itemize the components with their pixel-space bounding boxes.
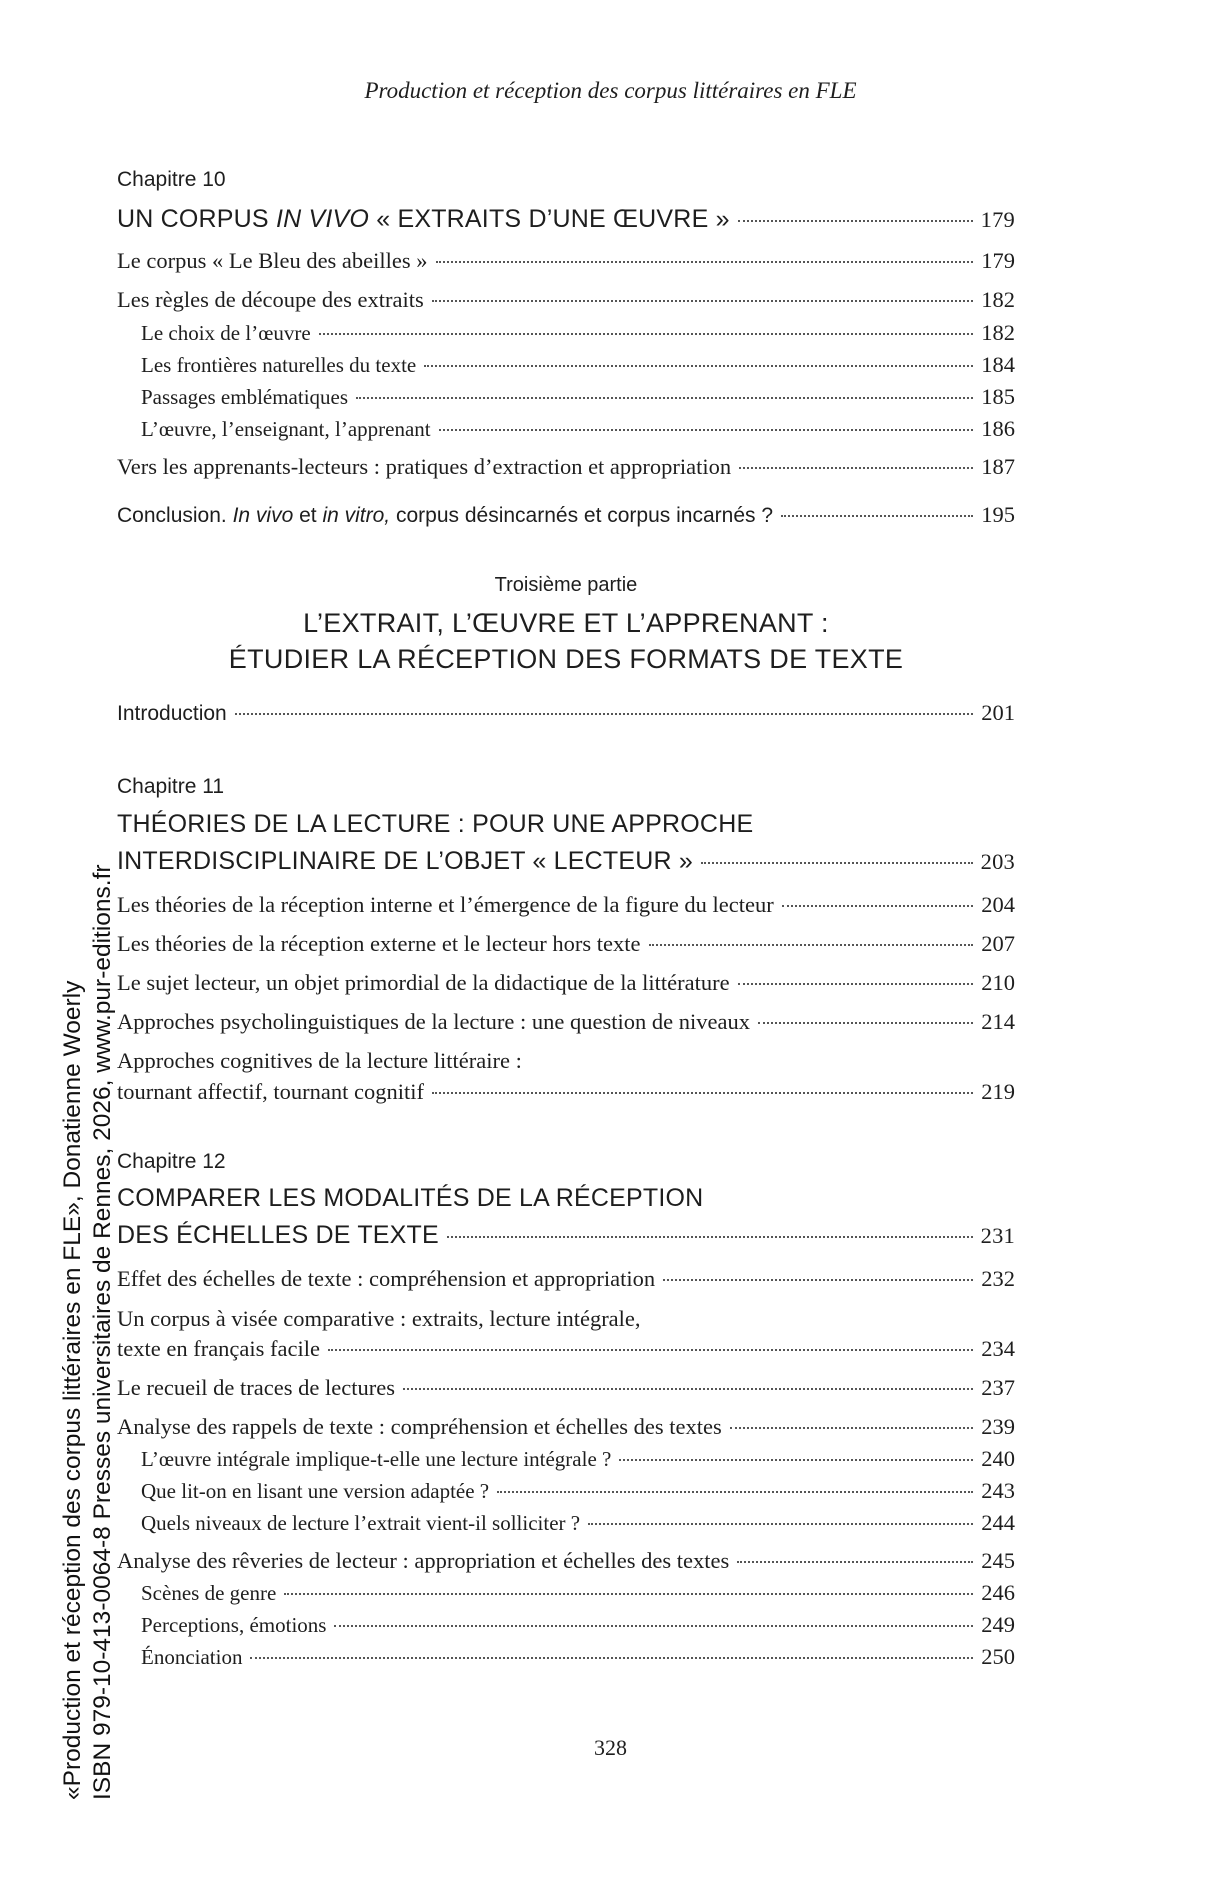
toc-subentry[interactable]: [141, 1642, 1015, 1672]
toc-entry-text: Analyse des rêveries de lecteur : appropriation et échelles des textes: [117, 1548, 730, 1573]
toc-entry-text: Effet des échelles de texte : compréhension et appropriation: [117, 1266, 656, 1291]
toc-subentry[interactable]: [141, 1508, 1015, 1538]
toc-entry-text: texte en français facile: [117, 1336, 320, 1361]
dot-leader: [284, 1592, 973, 1595]
chapter-10-title-row[interactable]: [117, 204, 1015, 235]
page-number-ref: 179: [981, 248, 1015, 273]
dot-leader: [649, 943, 974, 946]
chapter-12-label: Chapitre 12: [117, 1150, 226, 1173]
page-number-ref: 204: [981, 892, 1015, 917]
dot-leader: [436, 260, 973, 263]
toc-entry[interactable]: [117, 968, 1015, 998]
toc-entry-text: Scènes de genre: [141, 1581, 277, 1605]
page-number-ref: 182: [981, 287, 1015, 312]
dot-leader: [663, 1278, 973, 1281]
toc-entry-text: Approches psycholinguistiques de la lecture : une question de niveaux: [117, 1009, 750, 1034]
chapter-12-title-line-2: DES ÉCHELLES DE TEXTE: [117, 1221, 439, 1249]
toc-entry-text: Introduction: [117, 702, 227, 725]
dot-leader: [701, 861, 973, 864]
chapter-10-title: UN CORPUS IN VIVO « EXTRAITS D’UNE ŒUVRE »: [117, 205, 730, 233]
side-credit-line-1: «Production et réception des corpus littéraires en FLE», Donatienne Woerly: [59, 980, 86, 1800]
page-number-ref: 207: [981, 931, 1015, 956]
toc-subentry[interactable]: [141, 414, 1015, 444]
page-number-ref: 239: [981, 1414, 1015, 1439]
toc-entry-text: Les théories de la réception interne et l’émergence de la figure du lecteur: [117, 892, 774, 917]
chapter-11-label: Chapitre 11: [117, 775, 225, 798]
toc-entry[interactable]: [117, 1412, 1015, 1442]
toc-entry-text: Les frontières naturelles du texte: [141, 353, 417, 377]
toc-entry-text: L’œuvre, l’enseignant, l’apprenant: [141, 417, 431, 441]
page-number-ref: 244: [981, 1510, 1015, 1535]
toc-subentry[interactable]: [141, 350, 1015, 380]
page-number-ref: 232: [981, 1266, 1015, 1291]
toc-entry-text: L’œuvre intégrale implique-t-elle une lecture intégrale ?: [141, 1447, 612, 1471]
page-number-ref: 231: [980, 1223, 1015, 1248]
toc-entry-text: Le choix de l’œuvre: [141, 321, 311, 345]
page-number-ref: 234: [981, 1336, 1015, 1361]
conclusion-entry[interactable]: [117, 500, 1015, 531]
dot-leader: [497, 1490, 973, 1493]
toc-entry-text: Perceptions, émotions: [141, 1613, 327, 1637]
dot-leader: [432, 1091, 973, 1094]
toc-entry[interactable]: [117, 246, 1015, 276]
chapter-12-title-row[interactable]: [117, 1220, 1015, 1251]
chapter-11-title-line-1: THÉORIES DE LA LECTURE : POUR UNE APPROCHE: [117, 810, 754, 838]
toc-entry-text: Conclusion. In vivo et in vitro, corpus désincarnés et corpus incarnés ?: [117, 504, 774, 527]
side-credit-line-2: ISBN 979-10-413-0064-8 Presses universitaires de Rennes, 2026, www.pur-editions.fr: [89, 864, 116, 1800]
dot-leader: [782, 904, 973, 907]
dot-leader: [738, 982, 973, 985]
toc-entry-text: Que lit-on en lisant une version adaptée ?: [141, 1479, 490, 1503]
running-head: Production et réception des corpus littéraires en FLE: [364, 78, 857, 103]
dot-leader: [758, 1021, 973, 1024]
dot-leader: [328, 1348, 973, 1351]
page-number-ref: 214: [981, 1009, 1015, 1034]
dot-leader: [235, 712, 973, 715]
page-number-ref: 195: [981, 502, 1015, 527]
toc-entry[interactable]: [117, 452, 1015, 482]
toc-entry-text: Le recueil de traces de lectures: [117, 1375, 395, 1400]
dot-leader: [432, 299, 973, 302]
page-number-ref: 243: [981, 1478, 1015, 1503]
page-number-ref: 237: [981, 1375, 1015, 1400]
dot-leader: [737, 1560, 973, 1563]
chapter-11-title-line-2: INTERDISCIPLINAIRE DE L’OBJET « LECTEUR »: [117, 847, 693, 875]
dot-leader: [739, 466, 973, 469]
dot-leader: [447, 1235, 973, 1238]
toc-subentry[interactable]: [141, 1476, 1015, 1506]
toc-subentry[interactable]: [141, 318, 1015, 348]
page-number-ref: 179: [980, 207, 1015, 232]
side-credit-text: [58, 864, 118, 1800]
dot-leader: [319, 332, 973, 335]
toc-entry-text: Les règles de découpe des extraits: [117, 287, 424, 312]
dot-leader: [730, 1426, 973, 1429]
page-number-ref: 182: [981, 320, 1015, 345]
toc-entry-text: Quels niveaux de lecture l’extrait vient-il solliciter ?: [141, 1511, 581, 1535]
page-number-ref: 245: [981, 1548, 1015, 1573]
toc-entry-text: Énonciation: [141, 1645, 243, 1669]
chapter-12-title-line-1: COMPARER LES MODALITÉS DE LA RÉCEPTION: [117, 1184, 704, 1212]
toc-entry[interactable]: [117, 1546, 1015, 1576]
toc-subentry[interactable]: [141, 1444, 1015, 1474]
page-number-ref: 250: [981, 1644, 1015, 1669]
part-title-line-2: ÉTUDIER LA RÉCEPTION DES FORMATS DE TEXTE: [228, 644, 904, 674]
toc-entry[interactable]: [117, 1007, 1015, 1037]
page-number-ref: 187: [981, 454, 1015, 479]
toc-entry[interactable]: [117, 1264, 1015, 1294]
part-label: Troisième partie: [494, 574, 638, 596]
toc-entry-line-1: Approches cognitives de la lecture littéraire :: [117, 1048, 522, 1073]
toc-entry-text: Analyse des rappels de texte : compréhension et échelles des textes: [117, 1414, 722, 1439]
toc-entry[interactable]: [117, 285, 1015, 315]
page-number: 328: [594, 1735, 627, 1760]
dot-leader: [250, 1656, 973, 1659]
page-number-ref: 240: [981, 1446, 1015, 1471]
page-number-ref: 203: [980, 849, 1015, 874]
page-number-ref: 185: [981, 384, 1015, 409]
toc-entry[interactable]: [117, 929, 1015, 959]
chapter-11-title-row[interactable]: [117, 846, 1015, 877]
part-heading: [117, 574, 1015, 677]
introduction-entry[interactable]: [117, 698, 1015, 729]
dot-leader: [738, 219, 973, 222]
toc-subentry[interactable]: [141, 1610, 1015, 1640]
side-credit: [0, 0, 140, 1890]
dot-leader: [439, 428, 973, 431]
page-number-ref: 210: [981, 970, 1015, 995]
toc-entry-text: tournant affectif, tournant cognitif: [117, 1079, 424, 1104]
toc-entry[interactable]: [117, 1334, 1015, 1364]
toc-entry[interactable]: [117, 890, 1015, 920]
toc-entry-text: Passages emblématiques: [141, 385, 349, 409]
chapter-10-label: Chapitre 10: [117, 168, 226, 191]
toc-entry-text: Le sujet lecteur, un objet primordial de la didactique de la littérature: [117, 970, 730, 995]
page-number-ref: 201: [981, 700, 1015, 725]
toc-entry[interactable]: [117, 1077, 1015, 1107]
toc-entry[interactable]: [117, 1373, 1015, 1403]
toc-subentry[interactable]: [141, 1578, 1015, 1608]
page-number-ref: 184: [981, 352, 1015, 377]
page-number-ref: 246: [981, 1580, 1015, 1605]
dot-leader: [334, 1624, 973, 1627]
dot-leader: [588, 1522, 973, 1525]
toc-subentry[interactable]: [141, 382, 1015, 412]
part-title-line-1: L’EXTRAIT, L’ŒUVRE ET L’APPRENANT :: [303, 608, 829, 638]
dot-leader: [619, 1458, 973, 1461]
dot-leader: [424, 364, 973, 367]
toc-entry-text: Vers les apprenants-lecteurs : pratiques d’extraction et appropriation: [117, 454, 732, 479]
toc-entry-line-1: Un corpus à visée comparative : extraits, lecture intégrale,: [117, 1306, 641, 1331]
toc-entry-text: Les théories de la réception externe et le lecteur hors texte: [117, 931, 641, 956]
dot-leader: [781, 514, 973, 517]
dot-leader: [403, 1387, 973, 1390]
dot-leader: [356, 396, 973, 399]
toc-entry-text: Le corpus « Le Bleu des abeilles »: [117, 248, 428, 273]
page-number-ref: 219: [981, 1079, 1015, 1104]
page-number-ref: 186: [981, 416, 1015, 441]
page-number-ref: 249: [981, 1612, 1015, 1637]
